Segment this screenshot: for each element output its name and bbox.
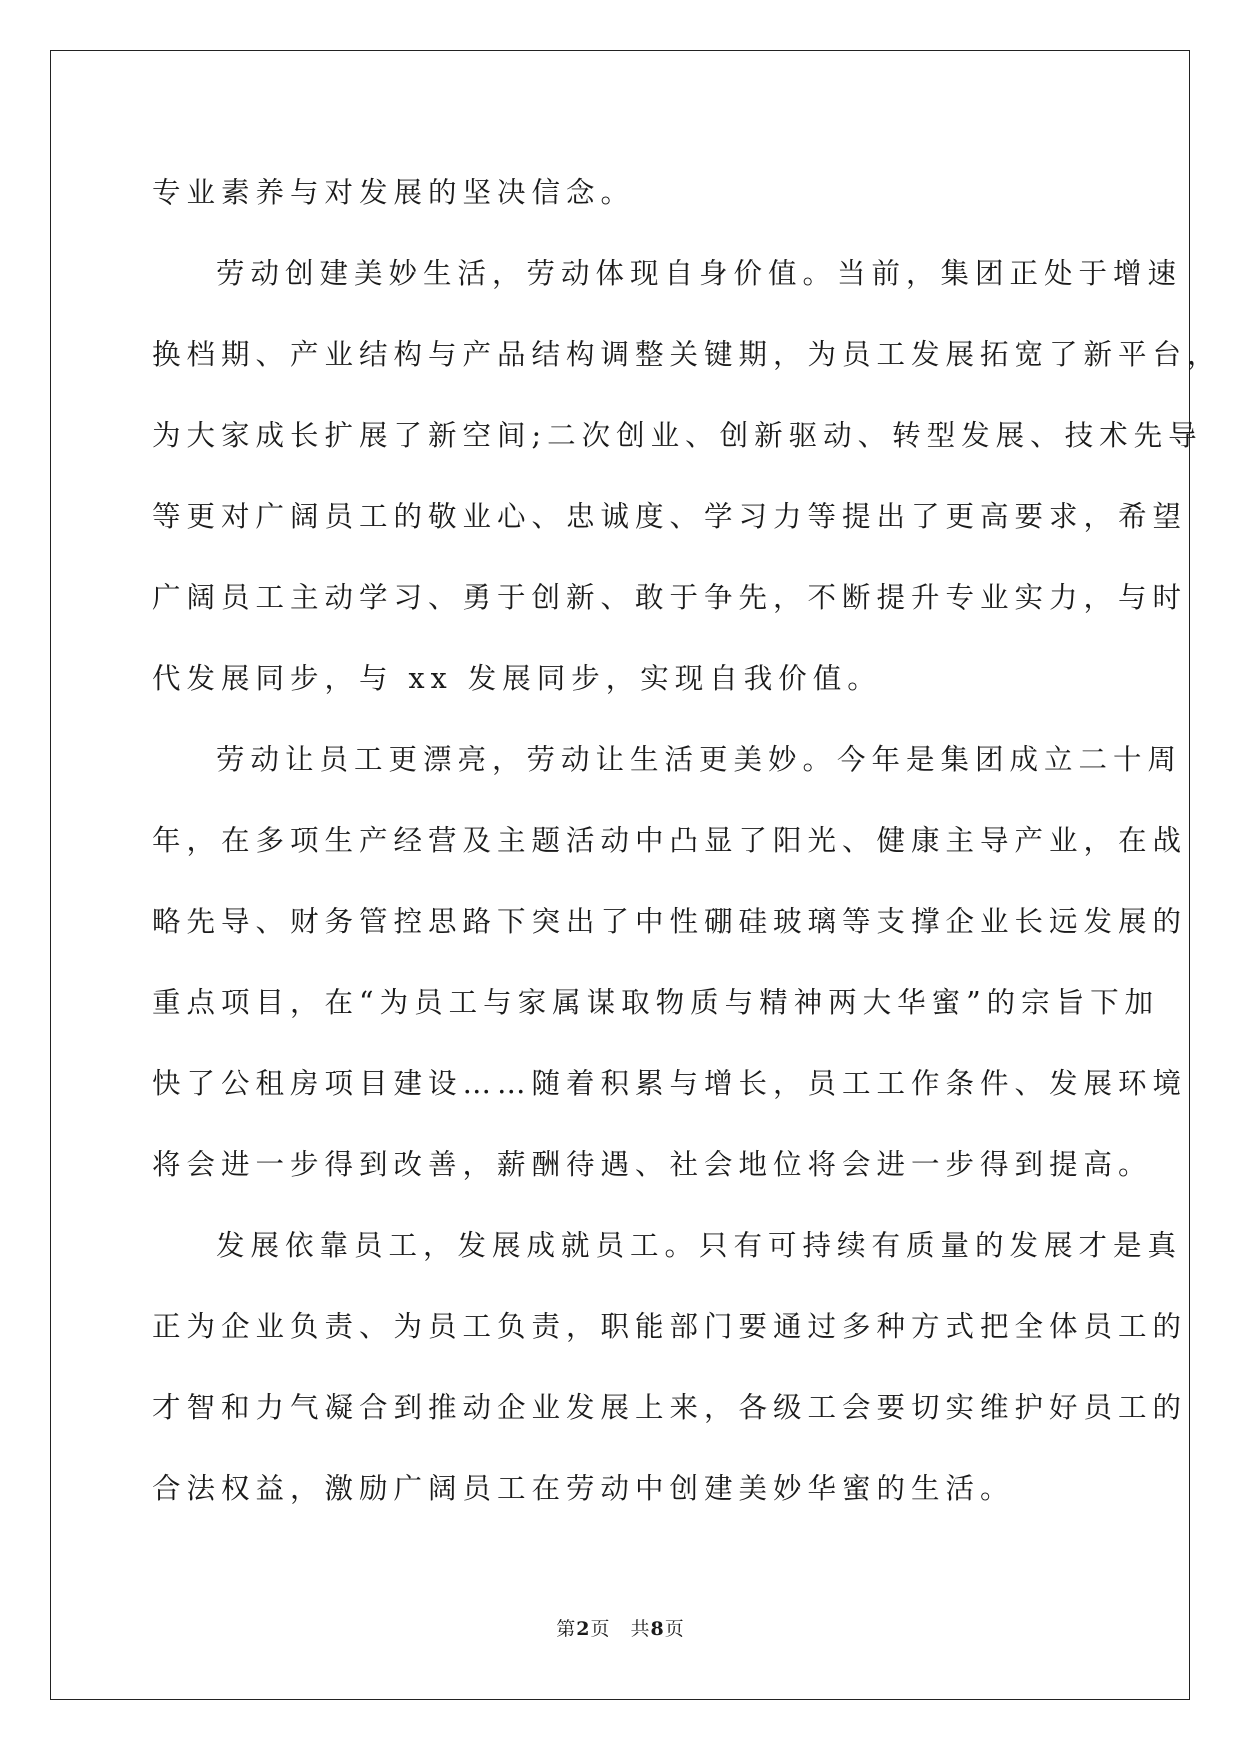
current-page-number: 2 bbox=[576, 1618, 591, 1640]
text-line: 发展依靠员工，发展成就员工。只有可持续有质量的发展才是真 bbox=[216, 1229, 1183, 1262]
text-line: 正为企业负责、为员工负责，职能部门要通过多种方式把全体员工的 bbox=[152, 1310, 1188, 1343]
page-suffix: 页 bbox=[664, 1618, 685, 1640]
text-line: 重点项目，在“为员工与家属谋取物质与精神两大华蜜”的宗旨下加 bbox=[152, 986, 1160, 1019]
text-line: 换档期、产业结构与产品结构调整关键期，为员工发展拓宽了新平台， bbox=[152, 338, 1222, 371]
total-page-number: 8 bbox=[650, 1618, 665, 1640]
page-footer bbox=[0, 1614, 1241, 1641]
text-line: 等更对广阔员工的敬业心、忠诚度、学习力等提出了更高要求，希望 bbox=[152, 500, 1188, 533]
text-line: 专业素养与对发展的坚决信念。 bbox=[152, 176, 636, 209]
text-line: 合法权益，激励广阔员工在劳动中创建美妙华蜜的生活。 bbox=[152, 1472, 1015, 1505]
text-line: 才智和力气凝合到推动企业发展上来，各级工会要切实维护好员工的 bbox=[152, 1391, 1188, 1424]
page-mid: 页 共 bbox=[590, 1618, 651, 1640]
text-line: 快了公租房项目建设……随着积累与增长，员工工作条件、发展环境 bbox=[152, 1067, 1188, 1100]
text-line: 劳动创建美妙生活，劳动体现自身价值。当前，集团正处于增速 bbox=[216, 257, 1183, 290]
page-prefix: 第 bbox=[556, 1618, 577, 1640]
text-line: 将会进一步得到改善，薪酬待遇、社会地位将会进一步得到提高。 bbox=[152, 1148, 1153, 1181]
text-line: 劳动让员工更漂亮，劳动让生活更美妙。今年是集团成立二十周 bbox=[216, 743, 1183, 776]
text-line: 代发展同步，与 xx 发展同步，实现自我价值。 bbox=[152, 662, 882, 695]
text-line: 为大家成长扩展了新空间;二次创业、创新驱动、转型发展、技术先导 bbox=[152, 419, 1203, 452]
text-line: 广阔员工主动学习、勇于创新、敢于争先，不断提升专业实力，与时 bbox=[152, 581, 1188, 614]
text-line: 年，在多项生产经营及主题活动中凸显了阳光、健康主导产业，在战 bbox=[152, 824, 1188, 857]
text-line: 略先导、财务管控思路下突出了中性硼硅玻璃等支撑企业长远发展的 bbox=[152, 905, 1188, 938]
document-body bbox=[152, 152, 1222, 1529]
